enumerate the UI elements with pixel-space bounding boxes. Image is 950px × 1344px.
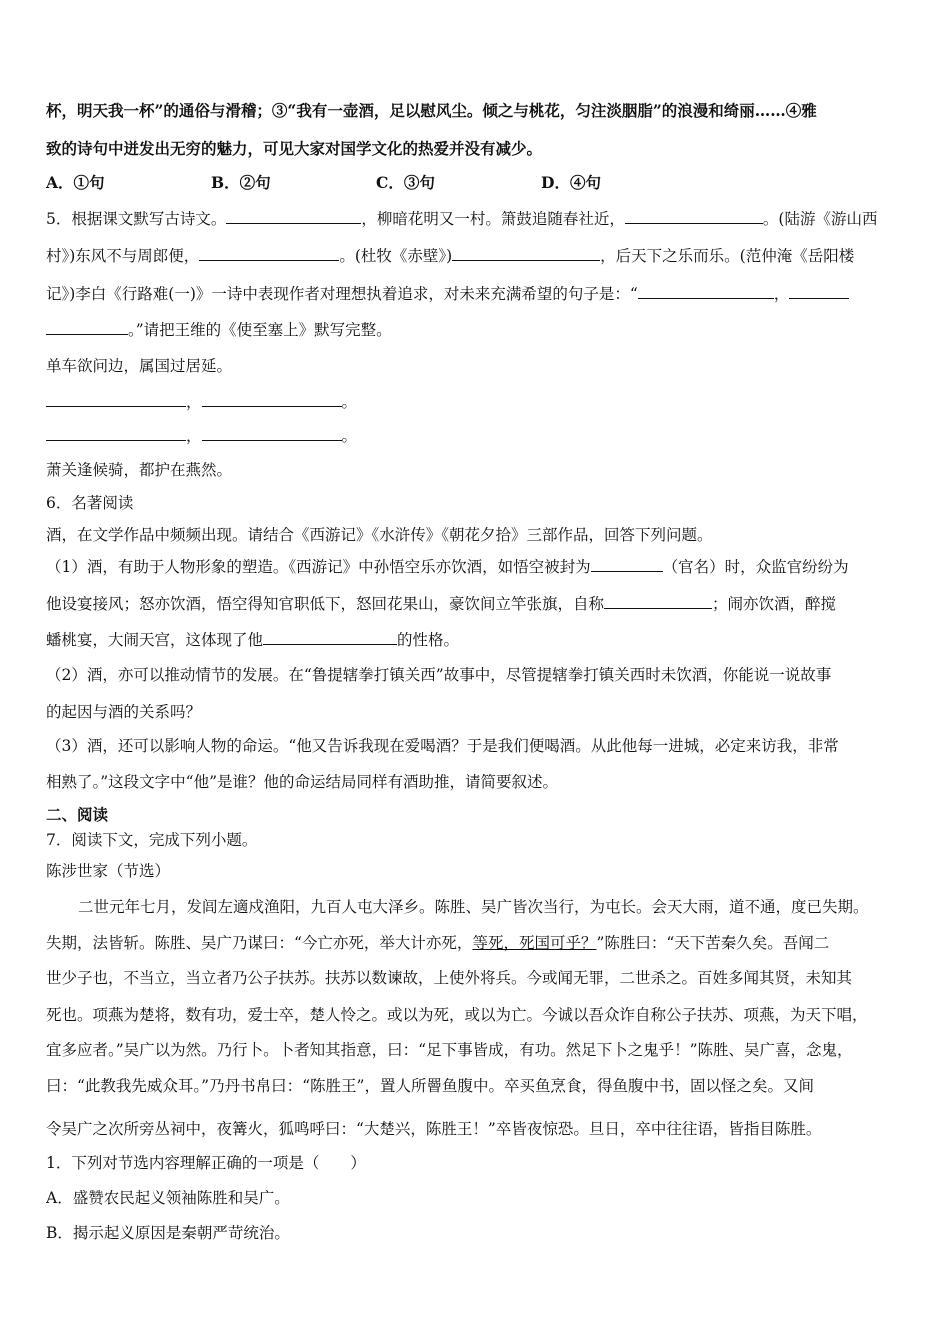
answer-blank[interactable] bbox=[46, 392, 186, 407]
q4-text-line-1: 杯，明天我一杯”的通俗与滑稽；③“我有一壶酒，足以慰风尘。倾之与桃花，匀注淡胭脂”的浪漫和绮丽……④雅 bbox=[46, 101, 817, 120]
q6-part1-line-3 bbox=[46, 629, 906, 651]
option-a[interactable]: A．盛赞农民起义领袖陈胜和吴广。 bbox=[46, 1189, 290, 1207]
passage-line: 死也。项燕为楚将，数有功，爱士卒，楚人怜之。或以为死，或以为亡。今诚以吾众诈自称公子扶苏、项燕，为天下唱， bbox=[46, 1006, 868, 1024]
answer-blank[interactable] bbox=[46, 426, 186, 441]
answer-blank[interactable] bbox=[46, 320, 128, 335]
option-b[interactable]: B．揭示起义原因是秦朝严苛统治。 bbox=[46, 1224, 290, 1242]
q5-line-4 bbox=[46, 319, 906, 341]
q6-part3-line-1: （3）酒，还可以影响人物的命运。“他又告诉我现在爱喝酒？于是我们便喝酒。从此他每一进城，必定来访我，非常 bbox=[46, 737, 839, 755]
q6-part2-line-2: 的起因与酒的关系吗？ bbox=[46, 703, 202, 721]
q5-poem-line-3 bbox=[46, 425, 906, 447]
q5-text: 记》)李白《行路难(一)》一诗中表现作者对理想执着追求，对未来充满希望的句子是：“ bbox=[46, 285, 638, 303]
answer-blank[interactable] bbox=[789, 284, 849, 299]
answer-blank[interactable] bbox=[202, 426, 342, 441]
passage-line: 曰：“此教我先威众耳。”乃丹书帛曰：“陈胜王”，置人所罾鱼腹中。卒买鱼烹食，得鱼腹中书，固以怪之矣。又间 bbox=[46, 1077, 814, 1095]
q6-part2-line-1: （2）酒，亦可以推动情节的发展。在“鲁提辖拳打镇关西”故事中，尽管提辖拳打镇关西时未饮酒，你能说一说故事 bbox=[46, 666, 832, 684]
passage-line: 令吴广之次所旁丛祠中，夜篝火，狐鸣呼曰：“大楚兴，陈胜王！”卒皆夜惊恐。旦日，卒中往往语，皆指目陈胜。 bbox=[46, 1120, 822, 1138]
q5-poem-line-4: 萧关逢候骑，都护在燕然。 bbox=[46, 461, 233, 479]
punctuation: 。 bbox=[341, 427, 358, 445]
answer-blank[interactable] bbox=[226, 209, 361, 224]
passage-line: 二世元年七月，发闾左適戍渔阳，九百人屯大泽乡。陈胜、吴广皆次当行，为屯长。会天大雨，道不通，度已失期。 bbox=[78, 898, 869, 916]
q6-intro: 酒，在文学作品中频频出现。请结合《西游记》《水浒传》《朝花夕拾》三部作品，回答下列问题。 bbox=[46, 526, 713, 544]
q6-part1-line-1 bbox=[46, 556, 906, 578]
punctuation: ， bbox=[186, 393, 202, 411]
q6-text: （1）酒，有助于人物形象的塑造。《西游记》中孙悟空乐亦饮酒，如悟空被封为 bbox=[46, 558, 591, 576]
punctuation: ， bbox=[186, 427, 202, 445]
passage-title: 陈涉世家（节选） bbox=[46, 862, 171, 880]
q7-title: 7．阅读下文，完成下列小题。 bbox=[46, 831, 258, 849]
answer-blank[interactable] bbox=[263, 630, 397, 645]
answer-blank[interactable] bbox=[604, 594, 712, 609]
q6-text: （官名）时，众监官纷纷为 bbox=[662, 558, 849, 576]
q6-part3-line-2: 相熟了。”这段文字中“他”是谁？他的命运结局同样有酒助推，请简要叙述。 bbox=[46, 773, 559, 791]
q4-option-a[interactable]: A．①句 bbox=[46, 173, 105, 192]
passage-line: 宜多应者。”吴广以为然。乃行卜。卜者知其指意，曰：“足下事皆成，有功。然足下卜之鬼乎！”陈胜、吴广喜，念鬼， bbox=[46, 1041, 853, 1059]
sub-question-1: 1．下列对节选内容理解正确的一项是（ ） bbox=[46, 1154, 366, 1172]
q6-text: 他设宴接风；怒亦饮酒，悟空得知官职低下，怒回花果山，豪饮间立竿张旗，自称 bbox=[46, 595, 605, 613]
q4-text-line-2: 致的诗句中迸发出无穷的魅力，可见大家对国学文化的热爱并没有减少。 bbox=[46, 139, 543, 158]
passage-text: ”陈胜曰：“天下苦秦久矣。吾闻二 bbox=[596, 934, 830, 952]
passage-line bbox=[46, 932, 906, 954]
answer-blank[interactable] bbox=[202, 392, 342, 407]
q5-text: 村》)东风不与周郎便， bbox=[46, 247, 200, 265]
q5-text: 。(陆游《游山西 bbox=[762, 210, 878, 228]
q6-text: ；闹亦饮酒，醉搅 bbox=[712, 595, 837, 613]
q5-text: ， bbox=[773, 285, 790, 303]
section-heading: 二、阅读 bbox=[46, 805, 109, 824]
answer-blank[interactable] bbox=[199, 246, 339, 261]
q6-part1-line-2 bbox=[46, 593, 906, 615]
q5-poem-line-1: 单车欲问边，属国过居延。 bbox=[46, 357, 233, 375]
answer-blank[interactable] bbox=[591, 557, 663, 572]
q5-prompt: 5．根据课文默写古诗文。 bbox=[46, 210, 227, 228]
answer-blank[interactable] bbox=[638, 284, 774, 299]
q5-line-3 bbox=[46, 283, 906, 305]
underlined-sentence: 等死，死国可乎？ bbox=[472, 934, 597, 952]
q5-text: 。(杜牧《赤壁》) bbox=[339, 247, 453, 265]
q4-option-d[interactable]: D．④句 bbox=[541, 173, 601, 192]
q5-poem-line-2 bbox=[46, 391, 906, 413]
q5-line-2 bbox=[46, 245, 906, 267]
q5-text: ，后天下之乐而乐。(范仲淹《岳阳楼 bbox=[600, 247, 855, 265]
q6-text: 蟠桃宴，大闹天宫，这体现了他 bbox=[46, 631, 264, 649]
q5-line-1 bbox=[46, 208, 906, 230]
q4-option-b[interactable]: B．②句 bbox=[211, 173, 271, 192]
answer-blank[interactable] bbox=[452, 246, 600, 261]
punctuation: 。 bbox=[341, 393, 358, 411]
q6-text: 的性格。 bbox=[397, 631, 460, 649]
q6-title: 6．名著阅读 bbox=[46, 494, 134, 512]
passage-text: 失期，法皆斩。陈胜、吴广乃谋曰：“今亡亦死，举大计亦死， bbox=[46, 934, 473, 952]
q5-text: ，柳暗花明又一村。箫鼓追随春社近， bbox=[361, 210, 625, 228]
passage-line: 世少子也，不当立，当立者乃公子扶苏。扶苏以数谏故，上使外将兵。今或闻无罪，二世杀之。百姓多闻其贤，未知其 bbox=[46, 969, 853, 987]
q4-option-c[interactable]: C．③句 bbox=[376, 173, 435, 192]
q5-text: 。”请把王维的《使至塞上》默写完整。 bbox=[128, 321, 392, 339]
answer-blank[interactable] bbox=[625, 209, 763, 224]
